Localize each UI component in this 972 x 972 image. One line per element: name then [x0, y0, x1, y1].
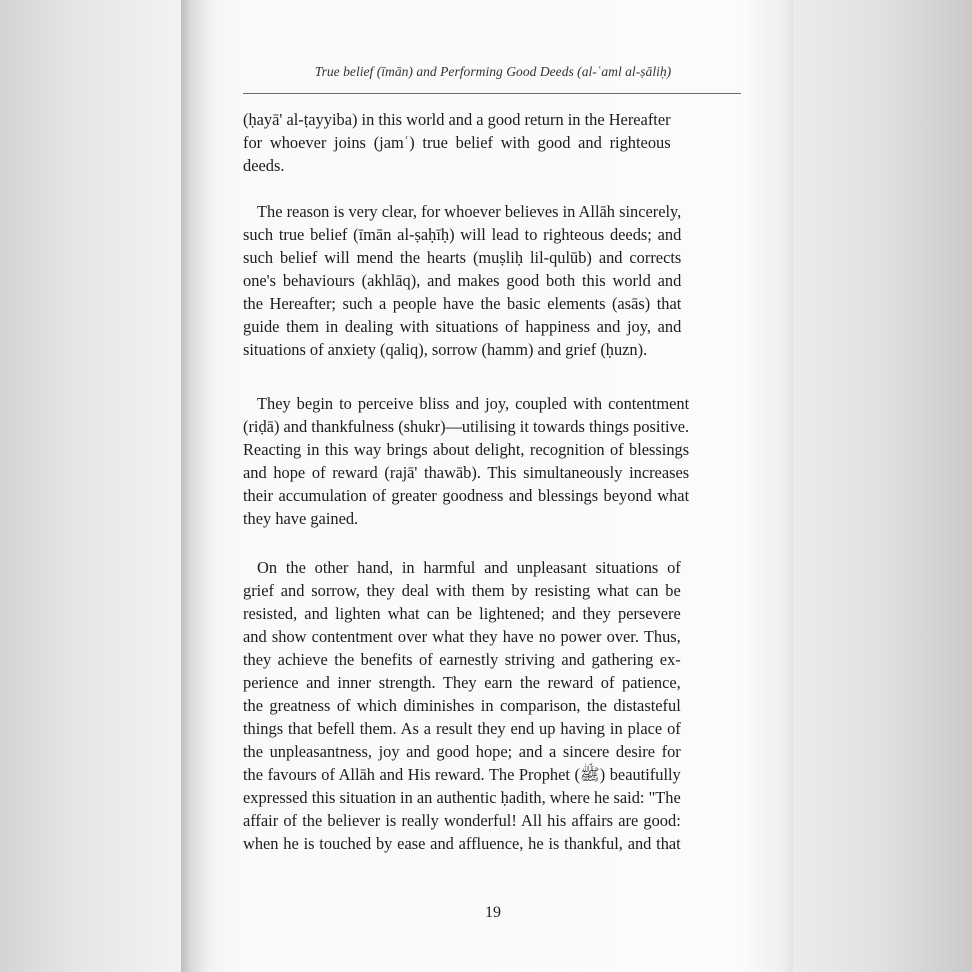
text-line: (riḍā) and thankfulness (shukr)—utilising it towards things positive. — [243, 417, 690, 436]
text-line: the greatness of which diminishes in comparison, the distasteful — [243, 696, 681, 715]
text-line: when he is touched by ease and affluence, he is thankful, and that — [243, 834, 681, 853]
text-line: things that befell them. As a result they end up having in place of — [243, 719, 681, 738]
text-line: deeds. — [243, 156, 285, 175]
text-line: their accumulation of greater goodness and blessings beyond what — [243, 486, 690, 505]
header-rule — [243, 93, 741, 94]
text-line: expressed this situation in an authentic ḥadith, where he said: "The — [243, 788, 681, 807]
text-line: situations of anxiety (qaliq), sorrow (hamm) and grief (ḥuzn). — [243, 340, 648, 359]
page-number: 19 — [485, 904, 501, 921]
text-line: the unpleasantness, joy and good hope; and a sincere desire for — [243, 742, 681, 761]
paragraph-2 — [243, 200, 681, 361]
text-line: On the other hand, in harmful and unpleasant situations of — [257, 558, 681, 577]
text-line: such true belief (īmān al-ṣaḥīḥ) will lead to righteous deeds; and — [243, 225, 682, 244]
text-line: the Hereafter; such a people have the basic elements (asās) that — [243, 294, 682, 313]
text-line: guide them in dealing with situations of happiness and joy, and — [243, 317, 682, 336]
text-line: and hope of reward (rajā' thawāb). This simultaneously increases — [243, 463, 690, 482]
text-line: they have gained. — [243, 509, 359, 528]
paragraph-4 — [243, 556, 681, 855]
text-line: affair of the believer is really wonderful! All his affairs are good: — [243, 811, 681, 830]
paragraph-3 — [243, 392, 689, 530]
text-line: for whoever joins (jamʿ) true belief with good and righteous — [243, 133, 671, 152]
text-line: and show contentment over what they have no power over. Thus, — [243, 627, 681, 646]
text-line: (ḥayā' al-ṭayyiba) in this world and a good return in the Hereafter — [243, 110, 671, 129]
running-head: True belief (īmān) and Performing Good Deeds (al-ʿaml al-ṣāliḥ) — [314, 64, 672, 79]
text-line: they achieve the benefits of earnestly striving and gathering ex- — [243, 650, 681, 669]
paragraph-1 — [243, 108, 671, 177]
text-line: Reacting in this way brings about delight, recognition of blessings — [243, 440, 690, 459]
text-line: perience and inner strength. They earn the reward of patience, — [243, 673, 681, 692]
text-line: They begin to perceive bliss and joy, coupled with contentment — [257, 394, 690, 413]
text-line: grief and sorrow, they deal with them by resisting what can be — [243, 581, 681, 600]
text-line: such belief will mend the hearts (muṣliḥ lil-qulūb) and corrects — [243, 248, 682, 267]
text-line: one's behaviours (akhlāq), and makes good both this world and — [243, 271, 682, 290]
text-line: The reason is very clear, for whoever believes in Allāh sincerely, — [257, 202, 682, 221]
text-line: the favours of Allāh and His reward. The Prophet (ﷺ) beautifully — [243, 765, 681, 784]
text-line: resisted, and lighten what can be lightened; and they persevere — [243, 604, 681, 623]
book-page — [181, 0, 793, 972]
